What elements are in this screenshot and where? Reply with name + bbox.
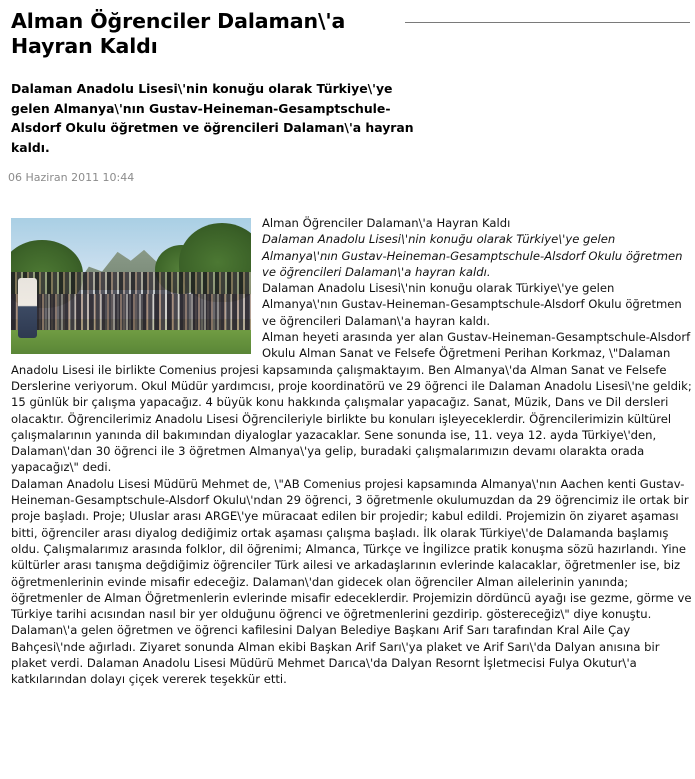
article-body [0, 185, 695, 688]
body-title: Alman Öğrenciler Dalaman\'a Hayran Kaldı [262, 216, 511, 230]
photo-crowd-front-row [11, 294, 251, 329]
body-paragraph-4: Dalaman\'a gelen öğretmen ve öğrenci kafilesini Dalyan Belediye Başkanı Arif Sarı tarafından Kral Aile Çay Bahçesi\'nde ağırladı. Ziyaret sonunda Alman ekibi Başkan Arif Sarı\'ya plaket ve Arif Sarı\'da Dalyan anısına bir plaket verdi. Dalaman Anadolu Lisesi Müdürü Mehmet Darıca\'da Dalyan Resornt İşletmecisi Fulya Okutur\'a katkılarından dolayı çiçek vererek teşekkür etti. [11, 623, 660, 687]
header-divider [405, 22, 690, 23]
photo-person-left [18, 278, 37, 338]
article-lead: Dalaman Anadolu Lisesi\'nin konuğu olarak Türkiye\'ye gelen Almanya\'nın Gustav-Heineman-Gesamptschule-Alsdorf Okulu öğretmen ve öğrencileri Dalaman\'a hayran kaldı. [11, 81, 414, 155]
body-paragraph-1: Dalaman Anadolu Lisesi\'nin konuğu olarak Türkiye\'ye gelen Almanya\'nın Gustav-Heineman-Gesamptschule-Alsdorf Okulu öğretmen ve öğrencileri Dalaman\'a hayran kaldı. [262, 281, 682, 328]
article-header [0, 0, 695, 59]
article-photo [11, 218, 251, 354]
body-summary-italic: Dalaman Anadolu Lisesi\'nin konuğu olarak Türkiye\'ye gelen Almanya\'nın Gustav-Heineman-Gesamptschule-Alsdorf Okulu öğretmen ve öğrencileri Dalaman\'a hayran kaldı. [262, 232, 683, 279]
publish-date: 06 Haziran 2011 10:44 [8, 171, 135, 184]
body-paragraph-2: Alman heyeti arasında yer alan Gustav-Heineman-Gesamptschule-Alsdorf Okulu Alman Sanat ve Felsefe Öğretmeni Perihan Korkmaz, \"Dalaman Anadolu Lisesi ile birlikte Comenius projesi kapsamında çalışmaktayım. Ben Almanya\'da Alman Sanat ve Felsefe Derslerine veriyorum. Okul Müdür yardımcısı, proje koordinatörü ve 29 öğrenci ile Dalaman Anadolu Lisesi\'ne geldik; 15 günlük bir çalışma yapacağız. 4 büyük konu hakkında çalışmalar yapacağız. Sanat, Müzik, Dans ve Dil dersleri olacaktır. Öğrencilerimiz Anadolu Lisesi Öğrencileriyle birlikte bu konuları işleyeceklerdir. Öğrencilerimizin kültürel çalışmalarının yanında dil bakımından diyaloglar yazacaklar. Sene sonunda ise, 11. veya 12. ayda Türkiye\'den, Dalaman\'dan 30 öğrenci ile 3 öğretmen Almanya\'ya gelip, buradaki çalışmalarımızın devamı olarakta orada yapacağız\" dedi. [11, 330, 692, 475]
page-title: Alman Öğrenciler Dalaman\'a Hayran Kaldı [11, 9, 346, 58]
body-paragraph-3: Dalaman Anadolu Lisesi Müdürü Mehmet de, \"AB Comenius projesi kapsamında Almanya\'nın Aachen kenti Gustav-Heineman-Gesamptschule-Alsdorf Okulu\'ndan 29 öğrenci, 3 öğretmenle okulumuzdan da 29 öğrencimiz ile ortak bir proje başladı. Proje; Uluslar arası ARGE\'ye müracaat edilen bir projedir; kabul edildi. Projemizin ön ziyaret aşaması bitti, öğrenciler arası diyalog dediğimiz ortak aşaması çalışma başladı. İlk olarak Türkiye\'de Dalamanda başlamış oldu. Çalışmalarımız arasında folklor, dil öğrenimi; Almanca, Türkçe ve İngilizce pratik konuşma sözü hazırlandı. Yine kültürler arası tanışma değdiğimiz öğrenciler Türk ailesi ve arkadaşlarının evlerinde kalacaklar, öğretmenler ise, biz öğretmenlerinin evinde misafir edeceğiz. Dalaman\'dan gidecek olan öğrenciler Alman ailelerinin yanında; öğretmenler de Alman Öğretmenlerin evlerinde misafir edeceklerdir. Projemizin dördüncü ayağı ise gezme, görme ve Türkiye tarihi acısından nasıl bir yer olduğunu öğrenci ve öğretmenlerini gezdirip. göstereceğiz\" diye konuştu. [11, 476, 692, 622]
